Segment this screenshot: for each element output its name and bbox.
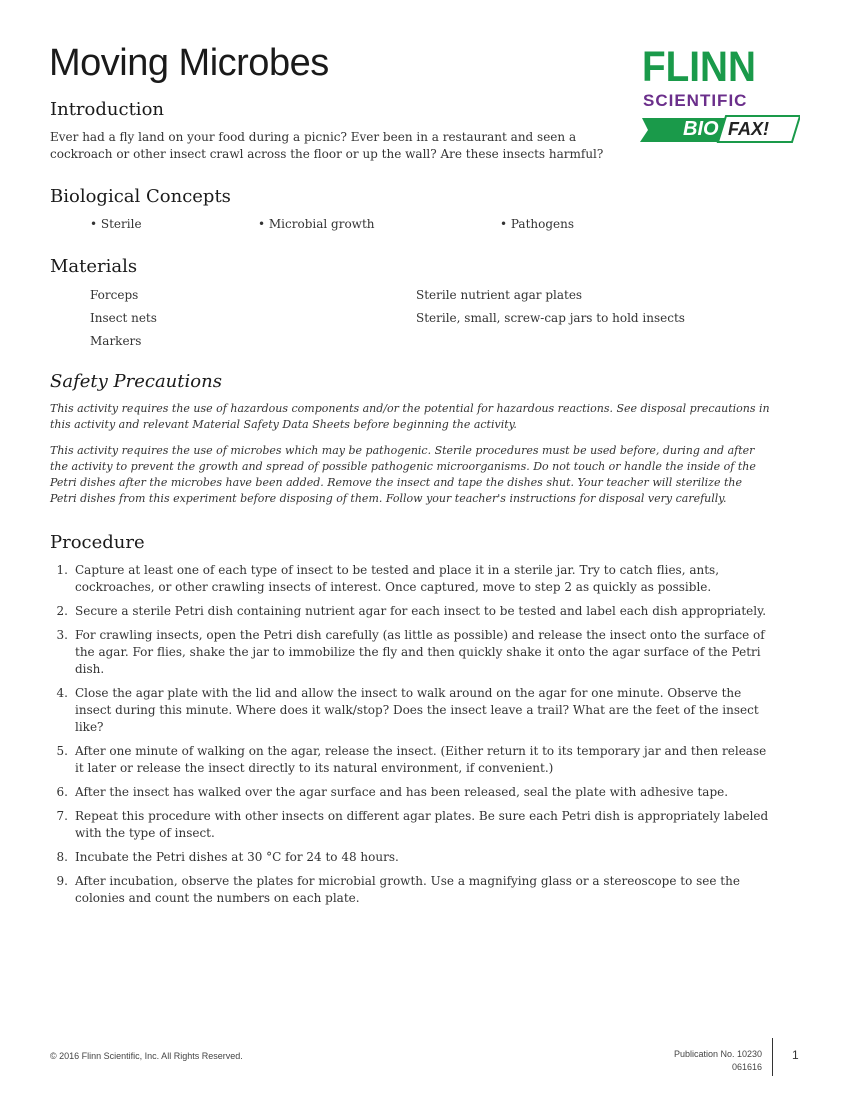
page-number: 1 [792,1048,799,1062]
publication-number: Publication No. 10230 [673,1049,762,1059]
material-item: Forceps [90,288,139,302]
procedure-steps [50,562,770,914]
step-number: 8. [56,850,68,864]
safety-heading: Safety Precautions [50,371,222,392]
safety-paragraph: This activity requires the use of microbes which may be pathogenic. Sterile procedures must be used before, during and after the activity to prevent the growth and spread of possible pathogenic microorganisms. Do not touch or handle the inside of the Petri dishes after the microbes have been added. Remove the insect and tape the dishes shut. Your teacher will sterilize the Petri dishes from this experiment before disposing of them. Follow your teacher's instructions for disposal very carefully. [50,444,756,505]
step-text: Incubate the Petri dishes at 30 °C for 24 to 48 hours. [75,850,399,864]
procedure-heading: Procedure [50,532,145,553]
step-text: Repeat this procedure with other insects on different agar plates. Be sure each Petri dish is appropriately labeled with the type of insect. [75,809,769,840]
logo-bio: BIO [683,118,719,140]
step-number: 6. [56,785,68,799]
safety-paragraph: This activity requires the use of hazardous components and/or the potential for hazardous reactions. See disposal precautions in this activity and relevant Material Safety Data Sheets before beginning the activity. [50,402,770,431]
footer-divider [772,1038,773,1076]
procedure-step [50,685,770,736]
material-item: Sterile, small, screw-cap jars to hold insects [416,311,685,325]
concepts-heading: Biological Concepts [50,186,231,207]
concept-item: • Pathogens [500,217,575,231]
step-text: After the insect has walked over the agar surface and has been released, seal the plate with adhesive tape. [75,785,729,799]
step-number: 3. [56,628,68,642]
procedure-step [50,784,770,801]
step-text: Capture at least one of each type of insect to be tested and place it in a sterile jar. Try to catch flies, ants, cockroaches, or other crawling insects of interest. Once captured, move to step 2 as quickly as possible. [75,563,720,594]
procedure-step [50,627,770,678]
step-text: For crawling insects, open the Petri dish carefully (as little as possible) and release the insect onto the surface of the agar. For flies, shake the jar to immobilize the fly and then quickly shake it onto the agar surface of the Petri dish. [75,628,765,676]
procedure-step [50,743,770,777]
step-number: 4. [56,686,68,700]
concept-item: • Sterile [90,217,142,231]
concept-item: • Microbial growth [258,217,375,231]
introduction-text: Ever had a fly land on your food during a picnic? Ever been in a restaurant and seen a cockroach or other insect crawl across the floor or up the wall? Are these insects harmful? [50,130,604,161]
footer-publication [674,1048,762,1074]
logo-wordmark-flinn: FLINN [642,43,756,91]
procedure-step [50,873,770,907]
logo-banner-icon [640,114,800,144]
material-item: Markers [90,334,142,348]
procedure-step [50,849,770,866]
publication-code: 061616 [731,1062,762,1072]
materials-heading: Materials [50,256,138,277]
logo-fax: FAX! [728,119,770,139]
step-number: 7. [56,809,68,823]
procedure-step [50,562,770,596]
step-number: 2. [56,604,68,618]
step-text: Secure a sterile Petri dish containing nutrient agar for each insect to be tested and label each dish appropriately. [75,604,767,618]
material-item: Insect nets [90,311,157,325]
step-text: Close the agar plate with the lid and allow the insect to walk around on the agar for one minute. Observe the insect during this minute. Where does it walk/stop? Does the insect leave a trail? What are the feet of the insect like? [75,686,759,734]
procedure-step [50,603,770,620]
introduction-heading: Introduction [50,99,164,120]
material-item: Sterile nutrient agar plates [416,288,583,302]
flinn-biofax-logo [640,43,802,146]
step-number: 5. [56,744,68,758]
step-number: 9. [56,874,68,888]
step-number: 1. [56,563,68,577]
step-text: After one minute of walking on the agar, release the insect. (Either return it to its temporary jar and then release it later or release the insect directly to its natural environment, if convenient.) [75,744,767,775]
footer-copyright: © 2016 Flinn Scientific, Inc. All Rights Reserved. [50,1051,243,1061]
procedure-step [50,808,770,842]
logo-wordmark-scientific: SCIENTIFIC [643,91,748,110]
page-title: Moving Microbes [49,42,329,84]
step-text: After incubation, observe the plates for microbial growth. Use a magnifying glass or a stereoscope to see the colonies and count the numbers on each plate. [75,874,740,905]
